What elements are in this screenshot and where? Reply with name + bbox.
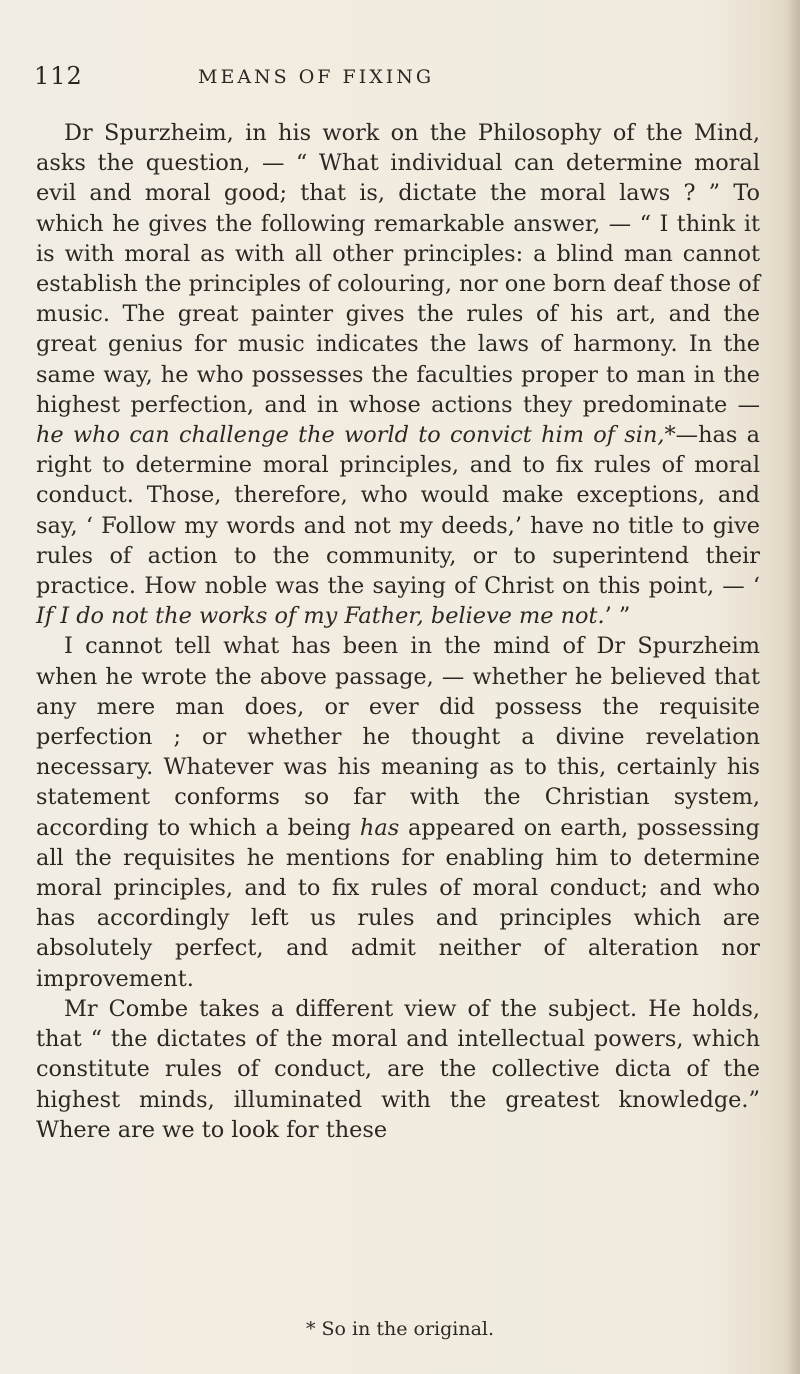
italic-run: If I do not the works of my Father, believe me not. bbox=[36, 603, 605, 630]
italic-run: he who can challenge the world to convict him of sin, bbox=[36, 422, 665, 449]
page-edge-shadow bbox=[786, 0, 800, 1374]
paragraph-combe-view bbox=[36, 994, 760, 1145]
italic-run: has bbox=[359, 814, 400, 841]
text-run: Mr Combe takes a different view of the subject. He holds, that “ the dictates of the moral and intellectual powers, which constitute rules of conduct, are the collective dicta of the highest minds, illuminated with the greatest knowledge.” Where are we to look for these bbox=[36, 995, 760, 1143]
paragraph-author-comment bbox=[36, 631, 760, 993]
text-run: ’ ” bbox=[604, 603, 631, 630]
body-text bbox=[36, 118, 760, 1145]
text-run: I cannot tell what has been in the mind of Dr Spurzheim when he wrote the above passage, — whether he believed that any mere man does, or ever did possess the requisite perfection ; or whether he thought a divine revelation necessary. Whatever was his meaning as to this, certainly his statement conforms so far with the Christian system, according to which a being bbox=[36, 633, 760, 841]
page-header bbox=[34, 62, 740, 92]
running-head: MEANS OF FIXING bbox=[198, 66, 435, 88]
footnote: * So in the original. bbox=[305, 1318, 495, 1340]
text-run: appeared on earth, possessing all the requisites he mentions for enabling him to determine moral principles, and to fix rules of moral conduct; and who has accordingly left us rules and principles which are absolutely perfect, and admit neither of alteration nor improvement. bbox=[36, 814, 760, 992]
text-run: *—has a right to determine moral principles, and to fix rules of moral conduct. Those, therefore, who would make exceptions, and say, ‘ Follow my words and not my deeds,’ have no title to give rules of action to the community, or to superintend their practice. How noble was the saying of Christ on this point, — ‘ bbox=[36, 422, 760, 600]
paragraph-spurzheim-quote bbox=[36, 118, 760, 631]
page-number: 112 bbox=[34, 62, 83, 90]
text-run: Dr Spurzheim, in his work on the Philosophy of the Mind, asks the question, — “ What individual can determine moral evil and moral good; that is, dictate the moral laws ? ” To which he gives the following remarkable answer, — “ I think it is with moral as with all other principles: a blind man cannot establish the principles of colouring, nor one born deaf those of music. The great painter gives the rules of his art, and the great genius for music indicates the laws of harmony. In the same way, he who possesses the faculties proper to man in the highest perfection, and in whose actions they predominate — bbox=[36, 120, 760, 418]
